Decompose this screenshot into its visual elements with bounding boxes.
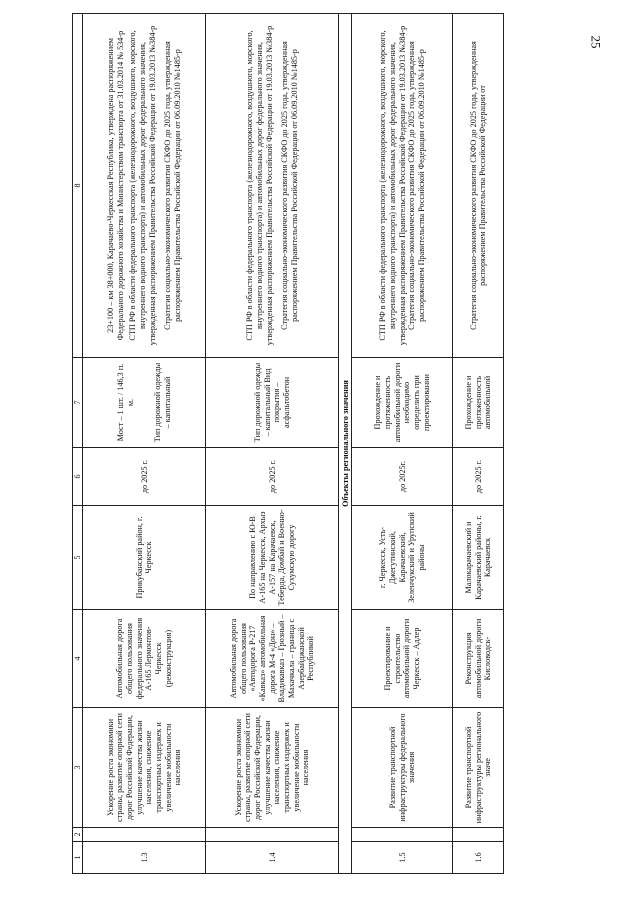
row-params — [83, 358, 206, 448]
row-params — [453, 358, 504, 448]
row-params-main: Прохождение и протяженность автомобильной дороги необходимо определить при проектировании — [373, 362, 431, 443]
column-header: 6 — [73, 448, 83, 506]
column-header: 3 — [73, 708, 83, 828]
row-basis-main: СТП РФ в области федерального транспорта (железнодорожного, воздушного, морского, внутреннего водного транспорта) и автомобильных дорог федерального значения, утвержденная распоряжением Правительства Российской Федерации от 19.03.2013 №384-р — [128, 25, 157, 346]
column-header: 4 — [73, 610, 83, 708]
row-params-main: Прохождение и протяженность автомобильной — [463, 375, 493, 430]
header-row — [73, 14, 83, 874]
row-term: до 2025 г. — [83, 448, 206, 506]
row-params — [206, 358, 339, 448]
column-header: 2 — [73, 828, 83, 842]
row-params — [352, 358, 453, 448]
row-basis-main: Стратегия социально-экономического развития СКФО до 2025 года, утвержденная распоряжением Правительства Российской Федерации от — [468, 41, 488, 330]
column-header: 5 — [73, 506, 83, 610]
column-header: 7 — [73, 358, 83, 448]
column-header: 8 — [73, 14, 83, 358]
row-col2 — [352, 828, 453, 842]
row-goal: Развитие транспортной инфраструктуры федерального значения — [352, 708, 453, 828]
table-row — [352, 14, 453, 874]
row-params-main: Тип дорожной одежды – капитальный — [153, 362, 173, 443]
section-title: Объекты регионального значения — [339, 14, 352, 874]
row-id: 1.3 — [83, 842, 206, 874]
row-id: 1.5 — [352, 842, 453, 874]
row-basis — [83, 14, 206, 358]
row-id: 1.4 — [206, 842, 339, 874]
projects-table — [72, 13, 504, 874]
row-object: Автомобильная дорога общего пользования «Автодорога Р-217 «Кавказ» автомобильная дорога М-4 «Дон» – Владикавказ – Грозный – Махачкала – граница с Азербайджанской Республикой — [206, 610, 339, 708]
row-col2 — [83, 828, 206, 842]
row-location: По направлению с Ю-В А-165 на Черкесск, Архыз А-157 на Карачаевск, Теберда, Домбай и Военно-Сухумскую дорогу — [206, 506, 339, 610]
row-location: Прикубанский район, г. Черкесск — [83, 506, 206, 610]
page-number: 25 — [588, 35, 604, 49]
row-term: до 2025 г. — [206, 448, 339, 506]
row-basis — [453, 14, 504, 358]
row-basis-main: СТП РФ в области федерального транспорта (железнодорожного, воздушного, морского, внутреннего водного транспорта) и автомобильных дорог федерального значения, утвержденная распоряжением Правительства Российской Федерации от 19.03.2013 №384-р — [378, 25, 407, 346]
row-basis-strategy: Стратегия социально-экономического развития СКФО до 2025 года, утвержденная распоряжением Правительства Российской Федерации от 06.09.2010 №1485-р — [280, 41, 299, 330]
row-basis-strategy: Стратегия социально-экономического развития СКФО до 2025 года, утвержденная распоряжением Правительства Российской Федерации от 06.09.2010 №1485-р — [163, 41, 183, 330]
row-object: Реконструкция автомобильной дороги Кисловодск- — [453, 610, 504, 708]
row-object: Автомобильная дорога общего пользования федерального значения А-165 Лермонтов-Черкесск (реконструкция) — [83, 610, 206, 708]
row-basis — [352, 14, 453, 358]
row-col2 — [206, 828, 339, 842]
column-header: 1 — [73, 842, 83, 874]
row-term: до 2025г. — [352, 448, 453, 506]
row-goal: Ускорение роста экономики страны, развитие опорной сети дорог Российской Федерации, улучшение качества жизни населения, снижение транспортных издержек и увеличение мобильности населения — [83, 708, 206, 828]
section-row — [339, 14, 352, 874]
row-basis — [206, 14, 339, 358]
row-basis-main: СТП РФ в области федерального транспорта (железнодорожного, воздушного, морского, внутреннего водного транспорта) и автомобильных дорог федерального значения, утвержденная распоряжением Правительства Российской Федерации от 19.03.2013 №384-р — [245, 25, 274, 346]
row-col2 — [453, 828, 504, 842]
row-goal: Развитие транспортной инфраструктуры регионального значе — [453, 708, 504, 828]
document-sheet — [72, 14, 572, 874]
row-basis-top: 23+100 – км 38+000, Карачаево-Черкесская Республика, утверждена распоряжением Федерального дорожного хозяйства и Министерством транспорта от 31.03.2014 № 534-р — [106, 30, 125, 341]
row-term: до 2025 г. — [453, 448, 504, 506]
row-object: Проектирование и строительство автомобильной дороги Черкесск – Адлер — [352, 610, 453, 708]
row-goal: Ускорение роста экономики страны, развитие опорной сети дорог Российской Федерации, улучшение качества жизни населения, снижение транспортных издержек и увеличение мобильности населения — [206, 708, 339, 828]
table-row — [453, 14, 504, 874]
row-id: 1.6 — [453, 842, 504, 874]
row-params-main: Тип дорожной одежды – капитальный Вид покрытия – асфальтобетон — [253, 362, 292, 443]
row-location: Малокарачаевский и Карачаевский районы, г. Карачаевск — [453, 506, 504, 610]
table-row — [206, 14, 339, 874]
row-basis-strategy: Стратегия социально-экономического развития СКФО до 2025 года, утвержденная распоряжением Правительства Российской Федерации от 06.09.2010 №1485-р — [407, 41, 426, 330]
row-location: г. Черкесск, Усть-Джегутинский, Карачаевский, Зеленчукский и Урупский районы — [352, 506, 453, 610]
row-params-top: Мост – 1 шт. / 146,3 п. м. — [116, 363, 135, 442]
table-row — [83, 14, 206, 874]
